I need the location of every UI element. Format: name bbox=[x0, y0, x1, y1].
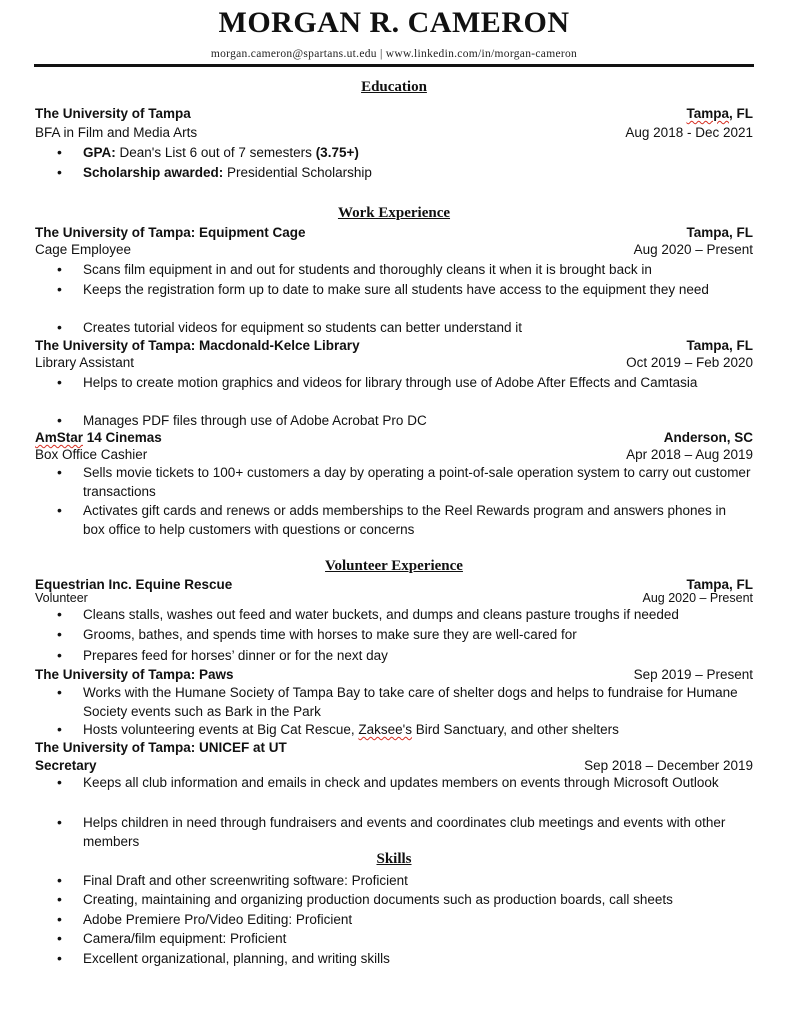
bullet-icon: • bbox=[57, 774, 62, 790]
job-title: Library Assistant bbox=[35, 355, 135, 370]
job-title: Cage Employee bbox=[35, 242, 132, 257]
role-title: Secretary bbox=[35, 758, 97, 773]
job-dates: Apr 2018 – Aug 2019 bbox=[626, 447, 753, 462]
education-school: The University of Tampa bbox=[35, 106, 191, 121]
bullet-icon: • bbox=[57, 144, 62, 160]
role-dates: Sep 2019 – Present bbox=[633, 667, 753, 682]
bullet-icon: • bbox=[57, 891, 62, 907]
job-org: The University of Tampa: Equipment Cage bbox=[35, 225, 306, 240]
job-location: Tampa, FL bbox=[686, 225, 753, 240]
contact-line: morgan.cameron@spartans.ut.edu | www.linkedin.com/in/morgan-cameron bbox=[210, 48, 578, 60]
bullet-icon: • bbox=[57, 647, 62, 663]
education-dates: Aug 2018 - Dec 2021 bbox=[625, 125, 753, 140]
spellcheck-marked-word: Tampa bbox=[686, 106, 729, 121]
header-divider bbox=[34, 64, 754, 67]
bullet-icon: • bbox=[57, 721, 62, 737]
bullet-icon: • bbox=[57, 872, 62, 888]
spellcheck-marked-word: Zaksee's bbox=[358, 722, 413, 737]
section-heading-education: Education bbox=[361, 79, 427, 95]
bullet-icon: • bbox=[57, 626, 62, 642]
role-title: Volunteer bbox=[35, 591, 88, 605]
role-org: The University of Tampa: UNICEF at UT bbox=[35, 740, 287, 755]
section-heading-volunteer: Volunteer Experience bbox=[325, 558, 463, 574]
bullet-icon: • bbox=[57, 464, 62, 480]
candidate-name: MORGAN R. CAMERON bbox=[218, 6, 570, 39]
education-degree: BFA in Film and Media Arts bbox=[35, 125, 198, 140]
education-location: Tampa, FL bbox=[686, 106, 753, 121]
bullet-icon: • bbox=[57, 502, 62, 518]
bullet-icon: • bbox=[57, 412, 62, 428]
bullet-icon: • bbox=[57, 164, 62, 180]
bullet-icon: • bbox=[57, 950, 62, 966]
bullet-icon: • bbox=[57, 911, 62, 927]
bullet-icon: • bbox=[57, 281, 62, 297]
role-org: Equestrian Inc. Equine Rescue bbox=[35, 577, 233, 592]
job-org: The University of Tampa: Macdonald-Kelce Library bbox=[35, 338, 360, 353]
job-org: AmStar 14 Cinemas bbox=[35, 430, 162, 445]
job-dates: Aug 2020 – Present bbox=[633, 242, 753, 257]
spellcheck-marked-word: AmStar bbox=[35, 430, 84, 445]
bullet-icon: • bbox=[57, 930, 62, 946]
role-dates: Aug 2020 – Present bbox=[642, 591, 753, 605]
bullet-icon: • bbox=[57, 319, 62, 335]
job-location: Anderson, SC bbox=[663, 430, 753, 445]
job-title: Box Office Cashier bbox=[35, 447, 148, 462]
section-heading-skills: Skills bbox=[376, 851, 412, 867]
bullet-icon: • bbox=[57, 606, 62, 622]
section-heading-work: Work Experience bbox=[337, 205, 451, 221]
bullet-icon: • bbox=[57, 261, 62, 277]
resume-page: MORGAN R. CAMERON morgan.cameron@spartans.ut.edu | www.linkedin.com/in/morgan-cameron Education The University of Tampa Tampa, FL BFA in Film and Media Arts Aug 2018 - Dec 2021 • GPA: Dean's List 6 out of 7 semesters (3.75+) • Scholarship awarded: Presidential Scholarship Work Experience The University of Tampa: Equipment Cage Tampa, FL Cage Employee Aug 2020 – Present • Scans film equipment in and out for students and thoroughly cleans it when it is brought back in • Keeps the registration form up to date to make sure all students have access to the equipment they need • Creates tutorial videos for equipment so students can better understand it The University of Tampa: Macdonald-Kelce Library Tampa, FL Library Assistant Oct 2019 – Feb 2020 • Helps to create motion graphics and videos for library through use of Adobe After Effects and Camtasia • Manages PDF files through use of Adobe Acrobat Pro DC AmStar 14 Cinemas Anderson, SC Box Office Cashier Apr 2018 – Aug 2019 • Sells movie tickets to 100+ customers a day by operating a point-of-sale operation system to carry out customer transactions • Activates gift cards and renews or adds memberships to the Reel Rewards program and answers phones in box office to help customers with questions or concerns Volunteer Experience Equestrian Inc. Equine Rescue Tampa, FL Volunteer Aug 2020 – Present • Cleans stalls, washes out feed and water buckets, and dumps and cleans pasture troughs if needed • Grooms, bathes, and spends time with horses to make sure they are well-cared for • Prepares feed for horses’ dinner or for the next day The University of Tampa: Paws Sep 2019 – Present • Works with the Humane Society of Tampa Bay to take care of shelter dogs and helps to fundraise for Humane Society events such as Bark in the Park • Hosts volunteering events at Big Cat Rescue, Zaksee's Bird Sanctuary, and other shelters The University of Tampa: UNICEF at UT Secretary Sep 2018 – December 2019 • Keeps all club information and emails in check and updates members on events through Microsoft Outlook • Helps children in need through fundraisers and events and coordinates club meetings and events with other members Skills • Final Draft and other screenwriting software: Proficient • Creating, maintaining and organizing production documents such as production boards, call sheets • Adobe Premiere Pro/Video Editing: Proficient • Camera/film equipment: Proficient • Excellent organizational, planning, and writing skills bbox=[0, 0, 788, 1024]
job-location: Tampa, FL bbox=[686, 338, 753, 353]
role-location: Tampa, FL bbox=[686, 577, 753, 592]
bullet-icon: • bbox=[57, 374, 62, 390]
role-org: The University of Tampa: Paws bbox=[35, 667, 234, 682]
bullet-icon: • bbox=[57, 814, 62, 830]
bullet-icon: • bbox=[57, 684, 62, 700]
role-dates: Sep 2018 – December 2019 bbox=[584, 758, 753, 773]
job-dates: Oct 2019 – Feb 2020 bbox=[626, 355, 753, 370]
